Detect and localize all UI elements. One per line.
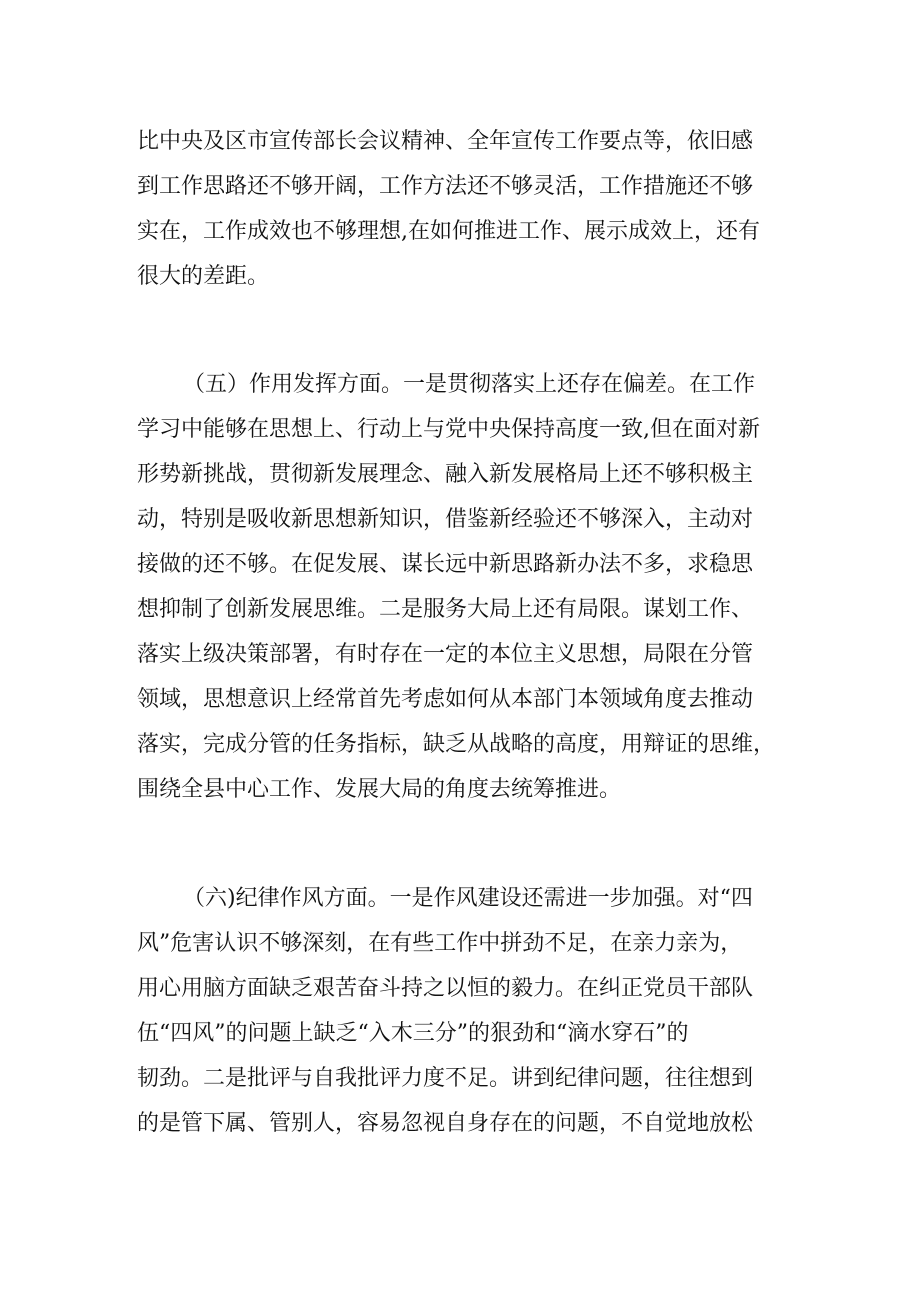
text-line: 用心用脑方面缺乏艰苦奋斗持之以恒的毅力。在纠正党员干部队 [137,976,754,1001]
text-line: 很大的差距。 [137,264,270,289]
text-line: 到工作思路还不够开阔，工作方法还不够灵活，工作措施还不够 [137,174,754,199]
text-line: 动，特别是吸收新思想新知识，借鉴新经验还不够深入，主动对 [137,507,754,532]
text-line: （六)纪律作风方面。一是作风建设还需进一步加强。对“四 [183,886,753,911]
text-line: 围绕全县中心工作、发展大局的角度去统筹推进。 [137,777,622,802]
text-line: 接做的还不够。在促发展、谋长远中新思路新办法不多，求稳思 [137,552,754,577]
text-line: 的是管下属、管别人，容易忽视自身存在的问题，不自觉地放松 [137,1111,754,1136]
text-line: 伍“四风”的问题上缺乏“入木三分”的狠劲和“滴水穿石”的 [137,1021,689,1046]
text-line: 风”危害认识不够深刻，在有些工作中拼劲不足，在亲力亲为， [137,931,743,956]
text-line: 比中央及区市宣传部长会议精神、全年宣传工作要点等，依旧感 [137,129,754,154]
text-line: 实在，工作成效也不够理想,在如何推进工作、展示成效上，还有 [137,219,760,244]
text-line: 韧劲。二是批评与自我批评力度不足。讲到纪律问题，往往想到 [137,1066,754,1091]
text-line: 学习中能够在思想上、行动上与党中央保持高度一致,但在面对新 [137,417,760,442]
text-line: 形势新挑战，贯彻新发展理念、融入新发展格局上还不够积极主 [137,462,754,487]
text-line: （五）作用发挥方面。一是贯彻落实上还存在偏差。在工作 [183,372,756,397]
text-line: 落实上级决策部署，有时存在一定的本位主义思想，局限在分管 [137,642,754,667]
text-line: 想抑制了创新发展思维。二是服务大局上还有局限。谋划工作、 [137,597,754,622]
text-line: 领域，思想意识上经常首先考虑如何从本部门本领域角度去推动 [137,687,754,712]
text-line: 落实，完成分管的任务指标，缺乏从战略的高度，用辩证的思维， [137,732,776,757]
